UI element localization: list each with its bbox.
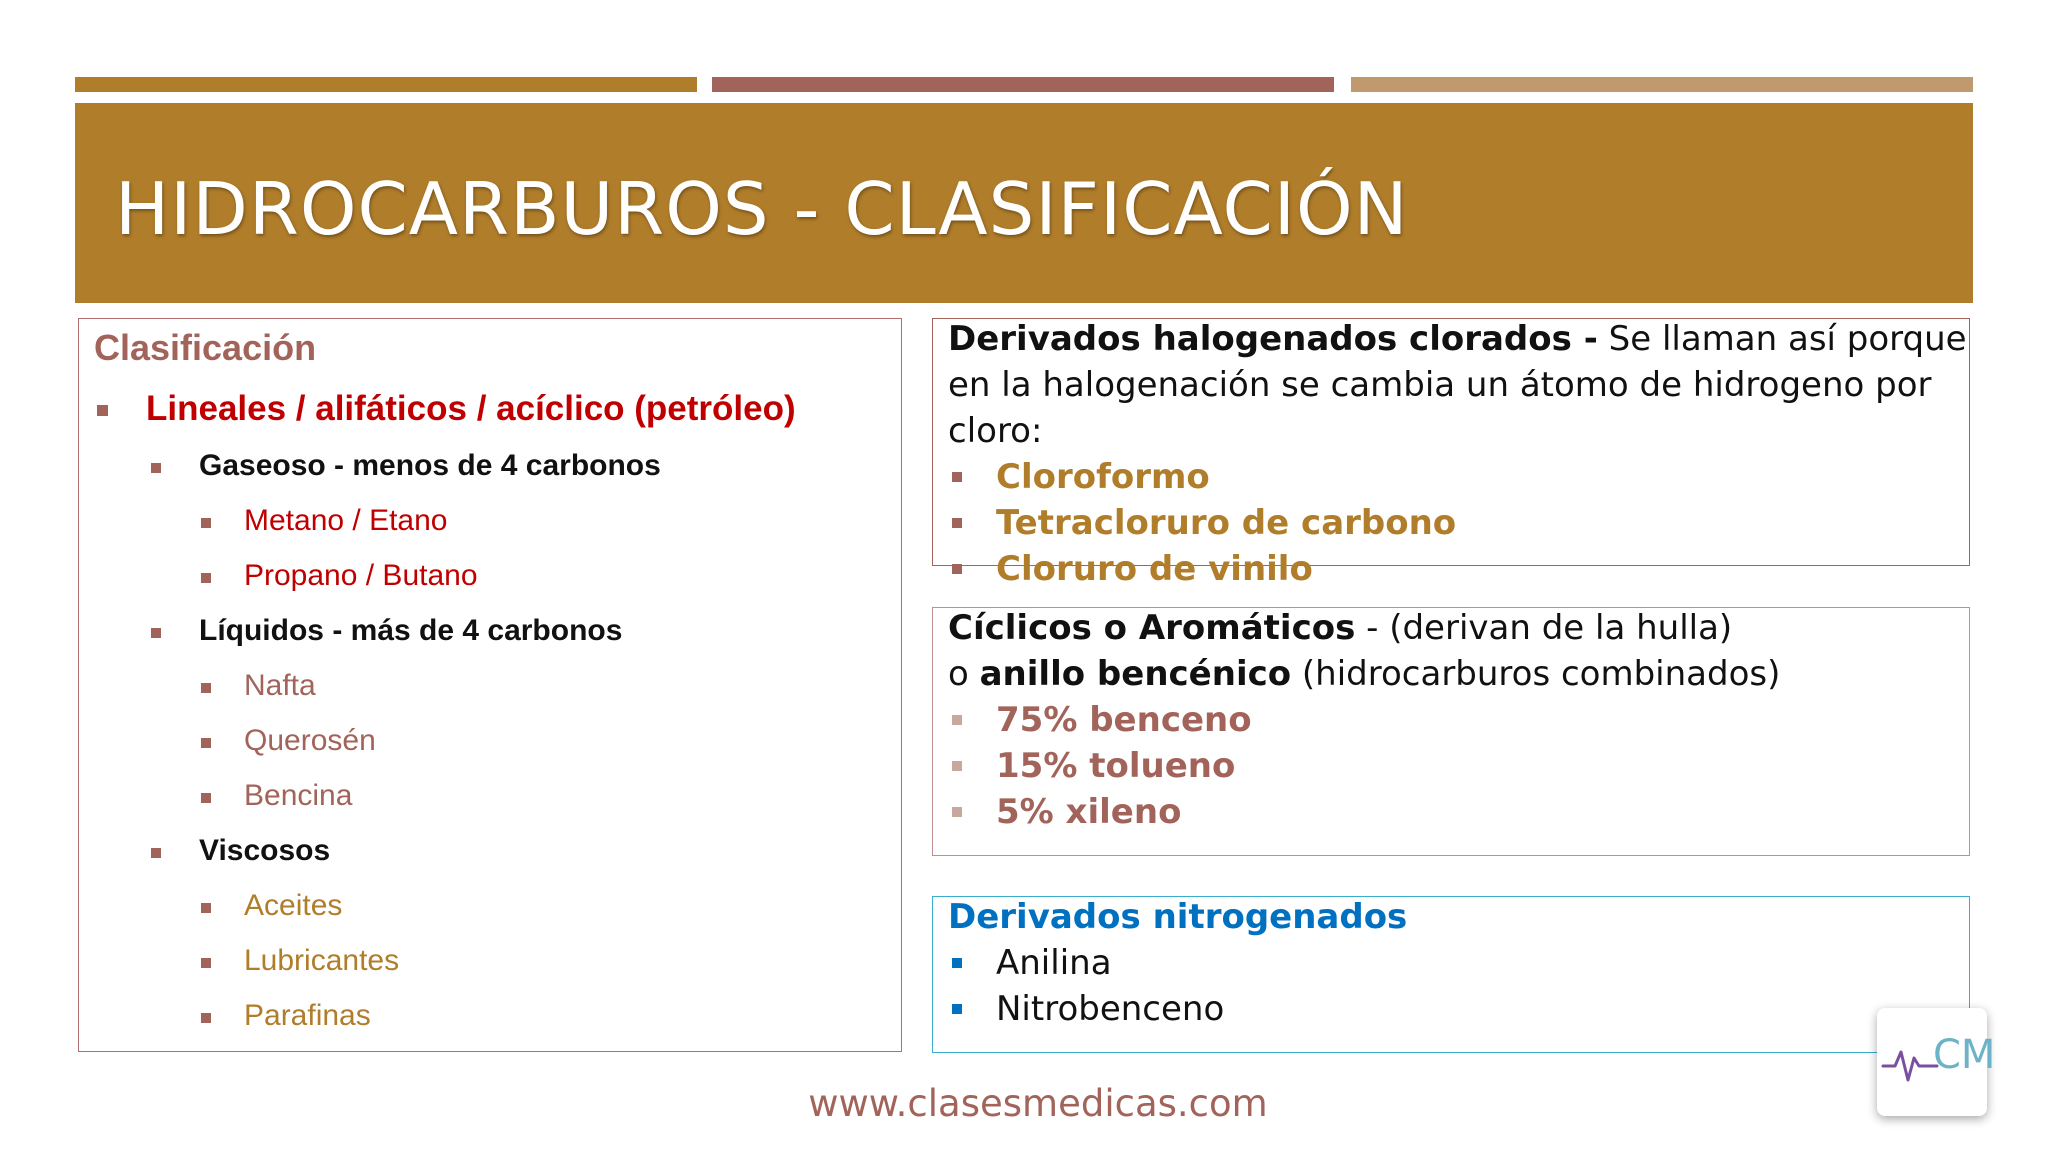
list-item: 5% xileno <box>996 792 1182 832</box>
list-item: Querosén <box>244 724 376 757</box>
bullet-level3 <box>201 793 211 803</box>
list-item: Lubricantes <box>244 944 400 977</box>
classification-heading: Clasificación <box>94 327 317 368</box>
cyclic-title: Cíclicos o Aromáticos <box>948 608 1356 648</box>
group-label-viscosos: Viscosos <box>199 834 331 867</box>
halogenated-text-1: Se llaman así porque <box>1597 319 1967 359</box>
bullet-level2 <box>151 463 161 473</box>
cyclic-box <box>932 607 1970 856</box>
halogenated-line-3: cloro: <box>948 411 1043 451</box>
halogenated-line-2: en la halogenación se cambia un átomo de hidrogeno por <box>948 365 1932 405</box>
list-item: Anilina <box>996 943 1112 983</box>
bullet <box>952 518 962 528</box>
list-item: Nitrobenceno <box>996 989 1225 1029</box>
classification-box <box>78 318 902 1052</box>
cyclic-text-1: - (derivan de la hulla) <box>1355 608 1733 648</box>
cyclic-line-2 <box>948 654 1780 694</box>
bullet <box>952 1004 962 1014</box>
bullet <box>952 761 962 771</box>
title-band <box>75 103 1973 303</box>
list-item: Aceites <box>244 889 343 922</box>
level1-label: Lineales / alifáticos / acíclico (petróleo) <box>146 389 796 428</box>
slide-title: HIDROCARBUROS - CLASIFICACIÓN <box>115 167 1409 251</box>
bullet-level3 <box>201 573 211 583</box>
bullet-level3 <box>201 518 211 528</box>
group-label-gaseoso: Gaseoso - menos de 4 carbonos <box>199 449 661 482</box>
list-item: 15% tolueno <box>996 746 1236 786</box>
bullet-level2 <box>151 628 161 638</box>
heartbeat-icon <box>1881 1040 1941 1090</box>
accent-stripe-3 <box>1351 77 1973 92</box>
bullet-level3 <box>201 903 211 913</box>
list-item: Cloruro de vinilo <box>996 549 1313 589</box>
list-item: 75% benceno <box>996 700 1252 740</box>
list-item: Tetracloruro de carbono <box>996 503 1457 543</box>
halogenated-box <box>932 318 1970 589</box>
footer-url: www.clasesmedicas.com <box>808 1082 1268 1125</box>
halogenated-line-1 <box>948 319 1967 359</box>
list-item: Metano / Etano <box>244 504 448 537</box>
accent-stripe-2 <box>712 77 1334 92</box>
cyclic-line-1 <box>948 608 1732 648</box>
list-item: Cloroformo <box>996 457 1210 497</box>
nitrogen-title: Derivados nitrogenados <box>948 897 1408 937</box>
halogenated-title: Derivados halogenados clorados - <box>948 319 1598 359</box>
list-item: Propano / Butano <box>244 559 478 592</box>
group-label-liquidos: Líquidos - más de 4 carbonos <box>199 614 623 647</box>
bullet <box>952 564 962 574</box>
bullet-level3 <box>201 738 211 748</box>
bullet-level3 <box>201 958 211 968</box>
cyclic-pre-2: o <box>948 654 980 694</box>
list-item: Nafta <box>244 669 316 702</box>
accent-stripe-1 <box>75 77 697 92</box>
bullet-level2 <box>151 848 161 858</box>
cyclic-text-2: (hidrocarburos combinados) <box>1291 654 1781 694</box>
bullet <box>952 958 962 968</box>
bullet-level3 <box>201 1013 211 1023</box>
site-logo <box>1877 1008 1996 1116</box>
bullet <box>952 472 962 482</box>
list-item: Bencina <box>244 779 353 812</box>
bullet <box>952 807 962 817</box>
bullet-level1 <box>97 405 108 416</box>
list-item: Parafinas <box>244 999 371 1032</box>
nitrogen-box <box>932 896 1970 1053</box>
bullet <box>952 715 962 725</box>
bullet-level3 <box>201 683 211 693</box>
logo-text: CM <box>1933 1032 1996 1078</box>
cyclic-bold-2: anillo bencénico <box>979 654 1292 694</box>
